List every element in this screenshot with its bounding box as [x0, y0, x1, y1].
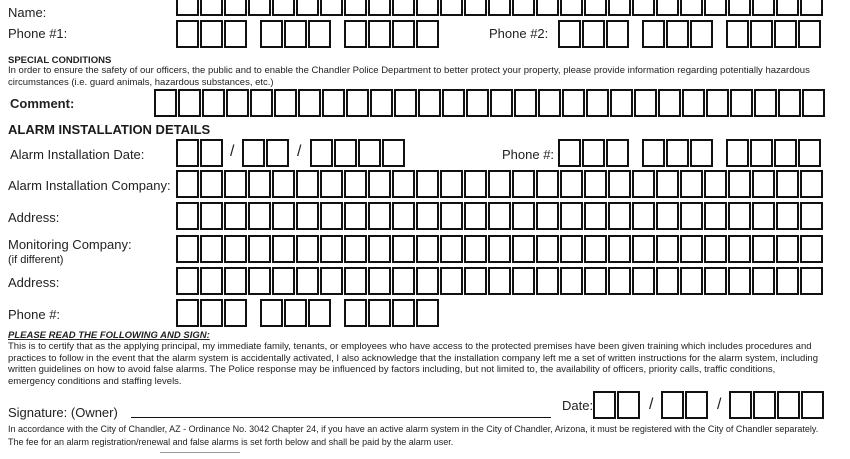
char-box[interactable]	[200, 0, 223, 16]
char-box[interactable]	[680, 267, 703, 295]
char-box[interactable]	[298, 89, 321, 117]
char-box[interactable]	[176, 139, 199, 167]
char-box[interactable]	[728, 202, 751, 230]
char-box[interactable]	[416, 299, 439, 327]
install-date-label: Alarm Installation Date:	[10, 147, 145, 162]
char-box[interactable]	[608, 267, 631, 295]
char-box[interactable]	[176, 267, 199, 295]
char-box[interactable]	[320, 170, 343, 198]
char-box[interactable]	[416, 0, 439, 16]
phone3-prefix-boxes[interactable]	[260, 299, 332, 327]
char-box[interactable]	[608, 170, 631, 198]
address2-label: Address:	[8, 275, 60, 290]
char-box[interactable]	[512, 0, 535, 16]
char-box[interactable]	[560, 0, 583, 16]
char-box[interactable]	[606, 139, 629, 167]
char-box[interactable]	[776, 235, 799, 263]
char-box[interactable]	[296, 267, 319, 295]
char-box[interactable]	[690, 20, 713, 48]
date-slash: /	[717, 396, 722, 413]
char-box[interactable]	[800, 267, 823, 295]
char-box[interactable]	[296, 0, 319, 16]
fee-text: The fee for an alarm registration/renewal and false alarms is set forth below and shall be paid by the alarm user.	[8, 437, 454, 447]
char-box[interactable]	[666, 20, 689, 48]
date-day-boxes[interactable]	[661, 391, 709, 419]
char-box[interactable]	[296, 202, 319, 230]
char-box[interactable]	[266, 139, 289, 167]
date-month-boxes[interactable]	[593, 391, 641, 419]
char-box[interactable]	[800, 170, 823, 198]
char-box[interactable]	[582, 139, 605, 167]
monitoring-company-label: Monitoring Company:	[8, 237, 132, 252]
char-box[interactable]	[320, 235, 343, 263]
char-box[interactable]	[248, 235, 271, 263]
char-box[interactable]	[730, 89, 753, 117]
install-date-month-boxes[interactable]	[176, 139, 224, 167]
char-box[interactable]	[310, 139, 333, 167]
char-box[interactable]	[392, 267, 415, 295]
special-conditions-text: In order to ensure the safety of our officers, the public and to enable the Chandler Police Department to better protect your property, please provide information regarding potentially hazardous circumstances (i.e. guard animals, hazardous substances, etc.)	[8, 65, 810, 88]
char-box[interactable]	[750, 139, 773, 167]
install-phone-area-boxes[interactable]	[558, 139, 630, 167]
char-box[interactable]	[440, 235, 463, 263]
char-box[interactable]	[464, 202, 487, 230]
char-box[interactable]	[752, 202, 775, 230]
char-box[interactable]	[690, 139, 713, 167]
char-box[interactable]	[442, 89, 465, 117]
char-box[interactable]	[752, 0, 775, 16]
char-box[interactable]	[248, 0, 271, 16]
phone1-line-boxes[interactable]	[344, 20, 440, 48]
char-box[interactable]	[798, 20, 821, 48]
char-box[interactable]	[560, 202, 583, 230]
char-box[interactable]	[661, 391, 684, 419]
char-box[interactable]	[392, 299, 415, 327]
char-box[interactable]	[382, 139, 405, 167]
char-box[interactable]	[558, 20, 581, 48]
char-box[interactable]	[260, 20, 283, 48]
char-box[interactable]	[200, 20, 223, 48]
char-box[interactable]	[224, 202, 247, 230]
char-box[interactable]	[440, 0, 463, 16]
char-box[interactable]	[512, 202, 535, 230]
install-company-boxes[interactable]	[176, 170, 824, 198]
char-box[interactable]	[200, 139, 223, 167]
monitoring-company-boxes[interactable]	[176, 235, 824, 263]
char-box[interactable]	[440, 170, 463, 198]
char-box[interactable]	[178, 89, 201, 117]
if-different-label: (if different)	[8, 254, 64, 266]
char-box[interactable]	[368, 202, 391, 230]
char-box[interactable]	[224, 0, 247, 16]
char-box[interactable]	[728, 267, 751, 295]
char-box[interactable]	[368, 170, 391, 198]
char-box[interactable]	[656, 0, 679, 16]
char-box[interactable]	[560, 235, 583, 263]
phone2-prefix-boxes[interactable]	[642, 20, 714, 48]
char-box[interactable]	[440, 267, 463, 295]
char-box[interactable]	[584, 170, 607, 198]
name-top-boxes[interactable]	[176, 0, 824, 16]
char-box[interactable]	[202, 89, 225, 117]
char-box[interactable]	[656, 170, 679, 198]
char-box[interactable]	[656, 202, 679, 230]
char-box[interactable]	[632, 0, 655, 16]
char-box[interactable]	[777, 391, 800, 419]
char-box[interactable]	[776, 267, 799, 295]
char-box[interactable]	[226, 89, 249, 117]
char-box[interactable]	[368, 20, 391, 48]
char-box[interactable]	[368, 235, 391, 263]
char-box[interactable]	[706, 89, 729, 117]
char-box[interactable]	[488, 170, 511, 198]
char-box[interactable]	[392, 170, 415, 198]
comment-label: Comment:	[10, 96, 75, 111]
char-box[interactable]	[560, 170, 583, 198]
char-box[interactable]	[680, 235, 703, 263]
char-box[interactable]	[726, 20, 749, 48]
char-box[interactable]	[752, 170, 775, 198]
phone3-label: Phone #:	[8, 307, 61, 322]
char-box[interactable]	[358, 139, 381, 167]
char-box[interactable]	[729, 391, 752, 419]
char-box[interactable]	[320, 0, 343, 16]
char-box[interactable]	[416, 20, 439, 48]
char-box[interactable]	[248, 202, 271, 230]
ordinance-text: In accordance with the City of Chandler, AZ - Ordinance No. 3042 Chapter 24, if you have an active alarm system in the City of Chandler, Arizona, it must be registered with the City of Chandler separately.	[8, 424, 819, 434]
signature-label: Signature: (Owner)	[8, 405, 118, 420]
char-box[interactable]	[344, 170, 367, 198]
char-box[interactable]	[752, 235, 775, 263]
char-box[interactable]	[176, 170, 199, 198]
char-box[interactable]	[512, 267, 535, 295]
char-box[interactable]	[488, 202, 511, 230]
char-box[interactable]	[416, 267, 439, 295]
char-box[interactable]	[536, 0, 559, 16]
char-box[interactable]	[272, 0, 295, 16]
char-box[interactable]	[368, 0, 391, 16]
char-box[interactable]	[586, 89, 609, 117]
install-phone-label: Phone #:	[502, 147, 555, 162]
char-box[interactable]	[284, 299, 307, 327]
phone2-line-boxes[interactable]	[726, 20, 822, 48]
read-sign-title: PLEASE READ THE FOLLOWING AND SIGN:	[8, 330, 210, 341]
char-box[interactable]	[728, 170, 751, 198]
char-box[interactable]	[728, 0, 751, 16]
char-box[interactable]	[272, 170, 295, 198]
char-box[interactable]	[608, 202, 631, 230]
char-box[interactable]	[464, 267, 487, 295]
char-box[interactable]	[512, 170, 535, 198]
char-box[interactable]	[416, 202, 439, 230]
char-box[interactable]	[392, 20, 415, 48]
char-box[interactable]	[608, 235, 631, 263]
char-box[interactable]	[176, 235, 199, 263]
char-box[interactable]	[464, 0, 487, 16]
char-box[interactable]	[242, 139, 265, 167]
char-box[interactable]	[272, 267, 295, 295]
char-box[interactable]	[582, 20, 605, 48]
phone3-area-boxes[interactable]	[176, 299, 248, 327]
char-box[interactable]	[224, 20, 247, 48]
char-box[interactable]	[680, 202, 703, 230]
install-company-label: Alarm Installation Company:	[8, 178, 171, 193]
char-box[interactable]	[704, 267, 727, 295]
char-box[interactable]	[464, 170, 487, 198]
char-box[interactable]	[632, 267, 655, 295]
char-box[interactable]	[272, 235, 295, 263]
char-box[interactable]	[538, 89, 561, 117]
char-box[interactable]	[308, 299, 331, 327]
char-box[interactable]	[200, 299, 223, 327]
char-box[interactable]	[200, 202, 223, 230]
char-box[interactable]	[776, 170, 799, 198]
char-box[interactable]	[296, 235, 319, 263]
phone2-label: Phone #2:	[489, 26, 549, 41]
char-box[interactable]	[800, 0, 823, 16]
char-box[interactable]	[704, 235, 727, 263]
char-box[interactable]	[682, 89, 705, 117]
char-box[interactable]	[632, 170, 655, 198]
char-box[interactable]	[774, 139, 797, 167]
char-box[interactable]	[642, 20, 665, 48]
read-sign-text: This is to certify that as the applying principal, my immediate family, tenants, or employees who have access to the protected premises have been given training which includes procedures and practices to follow in the event that the alarm system is accidentally activated, I also acknowledge that the installation company left me a set of written instructions for the alarm system, including written guidelines on how to avoid false alarms. The Police response may be influenced by factors including, but not limited to, the availability of officers, priority calls, traffic conditions, emergency conditions and staffing levels.	[8, 341, 819, 387]
date-slash: /	[297, 143, 302, 160]
char-box[interactable]	[368, 299, 391, 327]
char-box[interactable]	[726, 139, 749, 167]
char-box[interactable]	[752, 267, 775, 295]
char-box[interactable]	[658, 89, 681, 117]
char-box[interactable]	[728, 235, 751, 263]
char-box[interactable]	[584, 202, 607, 230]
char-box[interactable]	[176, 20, 199, 48]
char-box[interactable]	[536, 267, 559, 295]
date-label: Date:	[562, 398, 594, 413]
char-box[interactable]	[753, 391, 776, 419]
char-box[interactable]	[154, 89, 177, 117]
char-box[interactable]	[344, 202, 367, 230]
char-box[interactable]	[416, 170, 439, 198]
install-phone-line-boxes[interactable]	[726, 139, 822, 167]
char-box[interactable]	[394, 89, 417, 117]
char-box[interactable]	[344, 0, 367, 16]
char-box[interactable]	[798, 139, 821, 167]
char-box[interactable]	[344, 299, 367, 327]
char-box[interactable]	[296, 170, 319, 198]
date-slash: /	[230, 143, 235, 160]
char-box[interactable]	[248, 267, 271, 295]
char-box[interactable]	[392, 0, 415, 16]
char-box[interactable]	[776, 0, 799, 16]
char-box[interactable]	[632, 235, 655, 263]
char-box[interactable]	[608, 0, 631, 16]
char-box[interactable]	[176, 0, 199, 16]
char-box[interactable]	[656, 267, 679, 295]
phone1-area-boxes[interactable]	[176, 20, 248, 48]
char-box[interactable]	[512, 235, 535, 263]
char-box[interactable]	[416, 235, 439, 263]
char-box[interactable]	[584, 267, 607, 295]
char-box[interactable]	[440, 202, 463, 230]
char-box[interactable]	[346, 89, 369, 117]
char-box[interactable]	[656, 235, 679, 263]
char-box[interactable]	[392, 235, 415, 263]
char-box[interactable]	[488, 235, 511, 263]
char-box[interactable]	[778, 89, 801, 117]
address1-boxes[interactable]	[176, 202, 824, 230]
char-box[interactable]	[704, 170, 727, 198]
char-box[interactable]	[488, 267, 511, 295]
char-box[interactable]	[284, 20, 307, 48]
char-box[interactable]	[260, 299, 283, 327]
install-date-year-boxes[interactable]	[310, 139, 406, 167]
install-date-day-boxes[interactable]	[242, 139, 290, 167]
char-box[interactable]	[562, 89, 585, 117]
char-box[interactable]	[344, 20, 367, 48]
phone1-prefix-boxes[interactable]	[260, 20, 332, 48]
char-box[interactable]	[800, 202, 823, 230]
address1-label: Address:	[8, 210, 60, 225]
char-box[interactable]	[634, 89, 657, 117]
char-box[interactable]	[334, 139, 357, 167]
char-box[interactable]	[224, 267, 247, 295]
char-box[interactable]	[704, 0, 727, 16]
char-box[interactable]	[320, 202, 343, 230]
special-conditions-title: SPECIAL CONDITIONS	[8, 55, 112, 66]
char-box[interactable]	[464, 235, 487, 263]
phone3-line-boxes[interactable]	[344, 299, 440, 327]
char-box[interactable]	[200, 170, 223, 198]
char-box[interactable]	[488, 0, 511, 16]
char-box[interactable]	[344, 235, 367, 263]
phone1-label: Phone #1:	[8, 26, 68, 41]
char-box[interactable]	[536, 170, 559, 198]
char-box[interactable]	[584, 0, 607, 16]
char-box[interactable]	[224, 235, 247, 263]
signature-line[interactable]	[131, 417, 551, 418]
address2-boxes[interactable]	[176, 267, 824, 295]
char-box[interactable]	[680, 170, 703, 198]
char-box[interactable]	[224, 299, 247, 327]
char-box[interactable]	[704, 202, 727, 230]
char-box[interactable]	[774, 20, 797, 48]
char-box[interactable]	[802, 89, 825, 117]
char-box[interactable]	[606, 20, 629, 48]
char-box[interactable]	[584, 235, 607, 263]
char-box[interactable]	[308, 20, 331, 48]
char-box[interactable]	[801, 391, 824, 419]
char-box[interactable]	[224, 170, 247, 198]
date-slash: /	[649, 396, 654, 413]
char-box[interactable]	[536, 202, 559, 230]
char-box[interactable]	[750, 20, 773, 48]
char-box[interactable]	[200, 267, 223, 295]
install-phone-prefix-boxes[interactable]	[642, 139, 714, 167]
char-box[interactable]	[250, 89, 273, 117]
char-box[interactable]	[248, 170, 271, 198]
phone2-area-boxes[interactable]	[558, 20, 630, 48]
char-box[interactable]	[344, 267, 367, 295]
char-box[interactable]	[642, 139, 665, 167]
char-box[interactable]	[274, 89, 297, 117]
char-box[interactable]	[776, 202, 799, 230]
char-box[interactable]	[617, 391, 640, 419]
section-title: ALARM INSTALLATION DETAILS	[8, 122, 211, 137]
char-box[interactable]	[418, 89, 441, 117]
char-box[interactable]	[800, 235, 823, 263]
char-box[interactable]	[200, 235, 223, 263]
char-box[interactable]	[680, 0, 703, 16]
char-box[interactable]	[466, 89, 489, 117]
char-box[interactable]	[368, 267, 391, 295]
char-box[interactable]	[490, 89, 513, 117]
date-year-boxes[interactable]	[729, 391, 825, 419]
char-box[interactable]	[632, 202, 655, 230]
char-box[interactable]	[370, 89, 393, 117]
char-box[interactable]	[176, 299, 199, 327]
char-box[interactable]	[560, 267, 583, 295]
char-box[interactable]	[593, 391, 616, 419]
char-box[interactable]	[558, 139, 581, 167]
char-box[interactable]	[666, 139, 689, 167]
char-box[interactable]	[322, 89, 345, 117]
char-box[interactable]	[320, 267, 343, 295]
char-box[interactable]	[610, 89, 633, 117]
char-box[interactable]	[754, 89, 777, 117]
char-box[interactable]	[272, 202, 295, 230]
comment-boxes[interactable]	[154, 89, 826, 117]
name-label: Name:	[8, 5, 47, 20]
char-box[interactable]	[536, 235, 559, 263]
char-box[interactable]	[392, 202, 415, 230]
char-box[interactable]	[514, 89, 537, 117]
char-box[interactable]	[685, 391, 708, 419]
char-box[interactable]	[176, 202, 199, 230]
